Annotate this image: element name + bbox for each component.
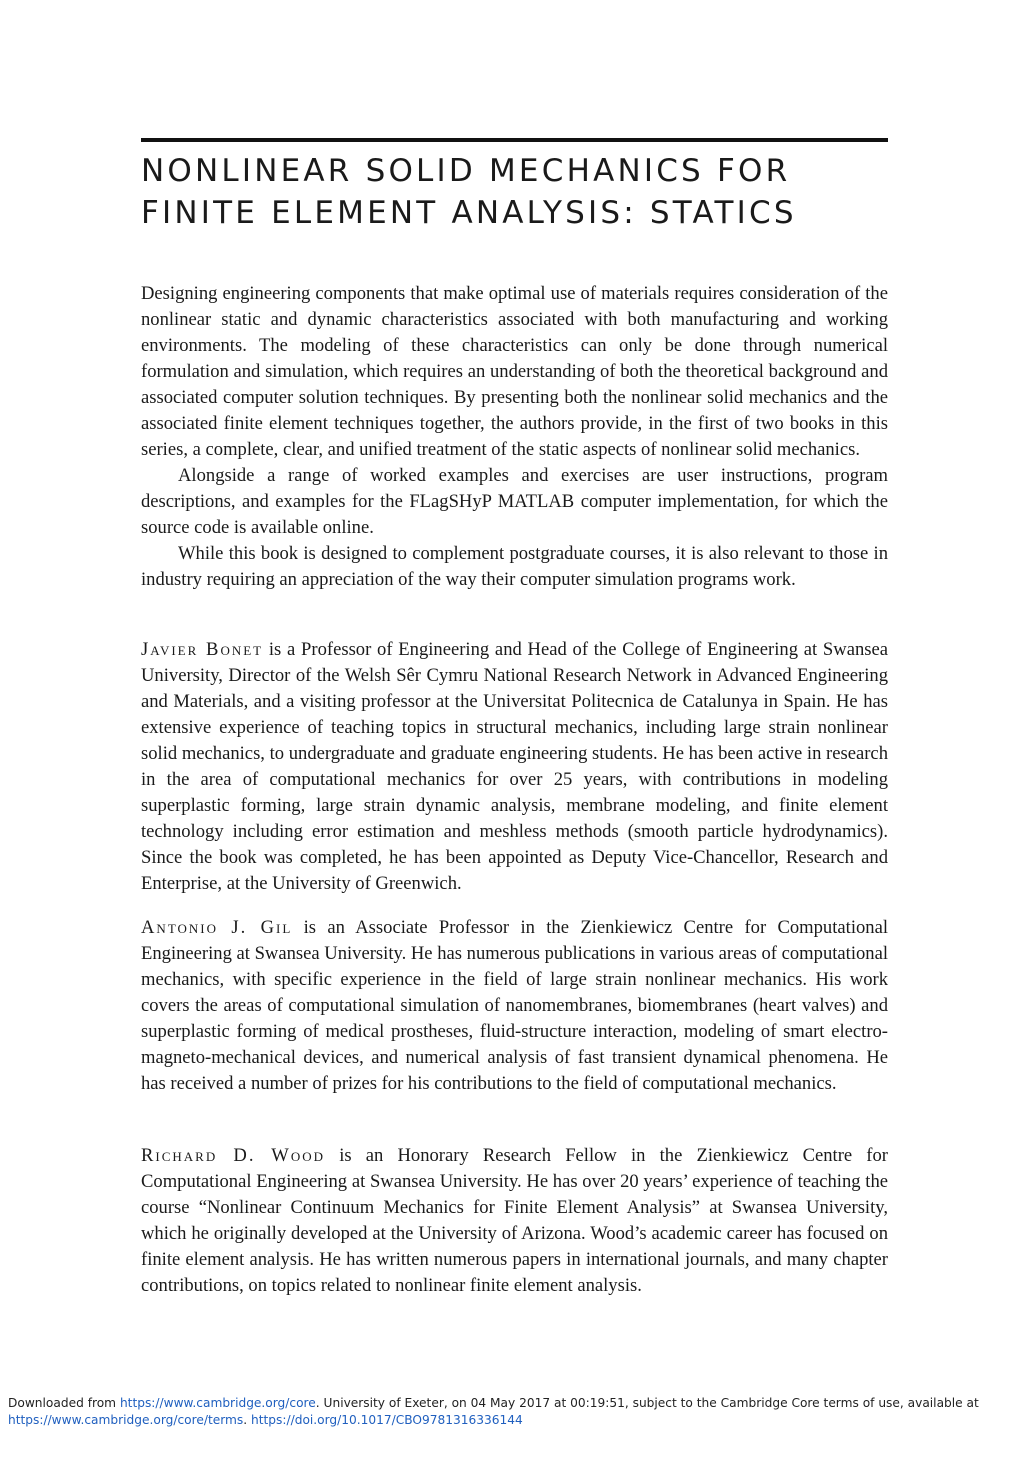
author-name: Richard D. Wood [141,1145,326,1166]
book-title [141,150,888,234]
description-paragraph-2: Alongside a range of worked examples and exercises are user instructions, program descriptions, and examples for the FLagSHyP MATLAB computer implementation, for which the source code is available online. [141,465,888,538]
footer-middle: . University of Exeter, on 04 May 2017 at 00:19:51, subject to the Cambridge Core terms of use, available at [315,1396,979,1410]
bio-text: is an Honorary Research Fellow in the Zienkiewicz Centre for Computational Engineering at Swansea University. He has over 20 years’ experience of teaching the course “Nonlinear Continuum Mechanics for Finite Element Analysis” at Swansea University, which he originally developed at the University of Arizona. Wood’s academic career has focused on finite element analysis. He has written numerous papers in international journals, and many chapter contributions, on topics related to nonlinear finite element analysis. [141,1145,888,1296]
footer-separator: . [243,1413,252,1427]
download-footer [8,1395,1018,1429]
bio-paragraph [141,915,888,1097]
cambridge-core-link[interactable]: https://www.cambridge.org/core [119,1396,316,1410]
title-line-2: FINITE ELEMENT ANALYSIS: STATICS [141,195,797,231]
bio-text: is an Associate Professor in the Zienkiewicz Centre for Computational Engineering at Swansea University. He has numerous publications in various areas of computational mechanics, with specific experience in the field of large strain nonlinear mechanics. His work covers the areas of computational simulation of nanomembranes, biomembranes (heart valves) and superplastic forming of medical prostheses, fluid-structure interaction, modeling of smart electro-magneto-mechanical devices, and numerical analysis of fast transient dynamical phenomena. He has received a number of prizes for his contributions to the field of computational mechanics. [141,917,888,1094]
title-line-1: NONLINEAR SOLID MECHANICS FOR [141,153,791,189]
description-paragraph-3: While this book is designed to complement postgraduate courses, it is also relevant to those in industry requiring an appreciation of the way their computer simulation programs work. [141,543,888,590]
author-bio-bonet [141,637,888,897]
bio-paragraph [141,637,888,897]
bio-paragraph [141,1143,888,1299]
title-block [141,138,888,234]
terms-link[interactable]: https://www.cambridge.org/core/terms [8,1413,244,1427]
author-bio-wood [141,1143,888,1299]
author-bio-gil [141,915,888,1097]
top-rule [141,138,888,142]
bio-text: is a Professor of Engineering and Head of the College of Engineering at Swansea University, Director of the Welsh Sêr Cymru National Research Network in Advanced Engineering and Materials, and a visiting professor at the Universitat Politecnica de Catalunya in Spain. He has extensive experience of teaching topics in structural mechanics, including large strain nonlinear solid mechanics, to undergraduate and graduate engineering students. He has been active in research in the area of computational mechanics for over 25 years, with contributions in modeling superplastic forming, large strain dynamic analysis, membrane modeling, and finite element technology including error estimation and meshless methods (smooth particle hydrodynamics). Since the book was completed, he has been appointed as Deputy Vice-Chancellor, Research and Enterprise, at the University of Greenwich. [141,639,888,894]
author-name: Antonio J. Gil [141,917,293,938]
description-paragraph-1: Designing engineering components that make optimal use of materials requires consideration of the nonlinear static and dynamic characteristics associated with both manufacturing and working environments. The modeling of these characteristics can only be done through numerical formulation and simulation, which requires an understanding of both the theoretical background and associated computer solution techniques. By presenting both the nonlinear solid mechanics and the associated finite element techniques together, the authors provide, in the first of two books in this series, a complete, clear, and unified treatment of the static aspects of nonlinear solid mechanics. [141,283,888,460]
author-name: Javier Bonet [141,639,264,660]
doi-link[interactable]: https://doi.org/10.1017/CBO9781316336144 [251,1413,523,1427]
footer-prefix: Downloaded from [8,1396,120,1410]
book-description [141,281,888,593]
